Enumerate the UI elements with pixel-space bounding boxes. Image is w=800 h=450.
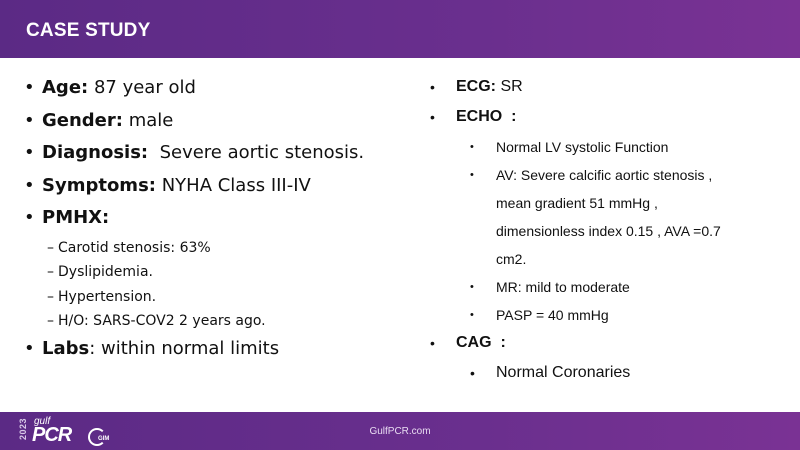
pmhx-item xyxy=(24,310,404,335)
item-label: CAG : xyxy=(456,334,506,351)
logo-gim-text: GIM xyxy=(98,436,110,442)
echo-item-av-continued xyxy=(426,190,796,218)
bullet-icon: • xyxy=(24,207,35,228)
echo-item-av-continued xyxy=(426,218,796,246)
dash-icon: – xyxy=(47,264,54,280)
item-label: Diagnosis: xyxy=(42,142,149,163)
bullet-icon: • xyxy=(24,142,35,163)
pmhx-item xyxy=(24,286,404,311)
list-item-pmhx xyxy=(24,204,404,237)
item-value: NYHA Class III-IV xyxy=(155,174,311,196)
bullet-icon: • xyxy=(24,337,35,359)
item-label: Age: xyxy=(42,77,89,98)
bullet-icon: • xyxy=(24,174,35,196)
bullet-icon: • xyxy=(430,79,435,95)
pmhx-text: Carotid stenosis: 63% xyxy=(58,239,211,256)
bullet-icon: • xyxy=(430,335,435,351)
item-value: 87 year old xyxy=(88,77,196,98)
echo-text: Normal LV systolic Function xyxy=(496,139,669,155)
item-value: : within normal limits xyxy=(89,337,280,359)
cag-item-coronaries xyxy=(426,360,796,390)
echo-item-pasp xyxy=(426,302,796,330)
bullet-icon: • xyxy=(470,281,474,293)
item-label: Labs xyxy=(42,337,90,359)
cag-text: Normal Coronaries xyxy=(496,364,631,381)
item-label: Gender: xyxy=(42,109,123,131)
list-item-diagnosis xyxy=(24,139,404,172)
logo-pcr-text: PCR xyxy=(32,424,72,446)
list-item-ecg xyxy=(426,74,796,104)
echo-text: MR: mild to moderate xyxy=(496,279,630,295)
echo-text: PASP = 40 mmHg xyxy=(496,307,609,323)
echo-item-av-continued xyxy=(426,246,796,274)
item-value: male xyxy=(122,109,174,131)
list-item-echo xyxy=(426,104,796,134)
title-bar xyxy=(0,0,800,58)
echo-item-av xyxy=(426,162,796,190)
echo-text: dimensionless index 0.15 , AVA =0.7 xyxy=(496,223,721,239)
left-column xyxy=(24,74,404,367)
echo-text: cm2. xyxy=(496,251,527,267)
item-label: PMHX: xyxy=(42,207,110,228)
bullet-icon: • xyxy=(24,77,35,98)
echo-item-mr xyxy=(426,274,796,302)
item-label: ECG: xyxy=(456,78,496,95)
list-item-gender xyxy=(24,107,404,140)
echo-text: mean gradient 51 mmHg , xyxy=(496,195,658,211)
pmhx-item xyxy=(24,237,404,262)
dash-icon: – xyxy=(47,313,54,329)
item-label: ECHO : xyxy=(456,108,517,125)
pmhx-item xyxy=(24,261,404,286)
dash-icon: – xyxy=(47,288,54,305)
echo-item-lv xyxy=(426,134,796,162)
logo-gulf-text: gulf xyxy=(34,416,51,427)
pmhx-text: H/O: SARS-COV2 2 years ago. xyxy=(58,313,266,329)
logo-year: 2023 xyxy=(18,418,28,441)
gulfpcr-logo xyxy=(18,416,128,448)
bullet-icon: • xyxy=(430,109,435,125)
list-item-cag xyxy=(426,330,796,360)
bullet-icon: • xyxy=(470,169,474,181)
item-value: Severe aortic stenosis. xyxy=(148,142,365,163)
bullet-icon: • xyxy=(24,109,35,131)
list-item-age xyxy=(24,74,404,107)
right-column xyxy=(426,74,796,390)
list-item-labs xyxy=(24,335,404,368)
list-item-symptoms xyxy=(24,172,404,205)
footer-url[interactable]: GulfPCR.com xyxy=(369,426,431,437)
bullet-icon: • xyxy=(470,141,474,153)
item-value: SR xyxy=(496,78,523,95)
slide-title: CASE STUDY xyxy=(26,20,151,41)
bullet-icon: • xyxy=(470,365,475,381)
echo-text: AV: Severe calcific aortic stenosis , xyxy=(496,167,713,183)
pmhx-text: Hypertension. xyxy=(58,288,157,305)
dash-icon: – xyxy=(47,239,54,256)
item-label: Symptoms: xyxy=(42,174,156,196)
bullet-icon: • xyxy=(470,309,474,321)
pmhx-text: Dyslipidemia. xyxy=(58,264,153,280)
